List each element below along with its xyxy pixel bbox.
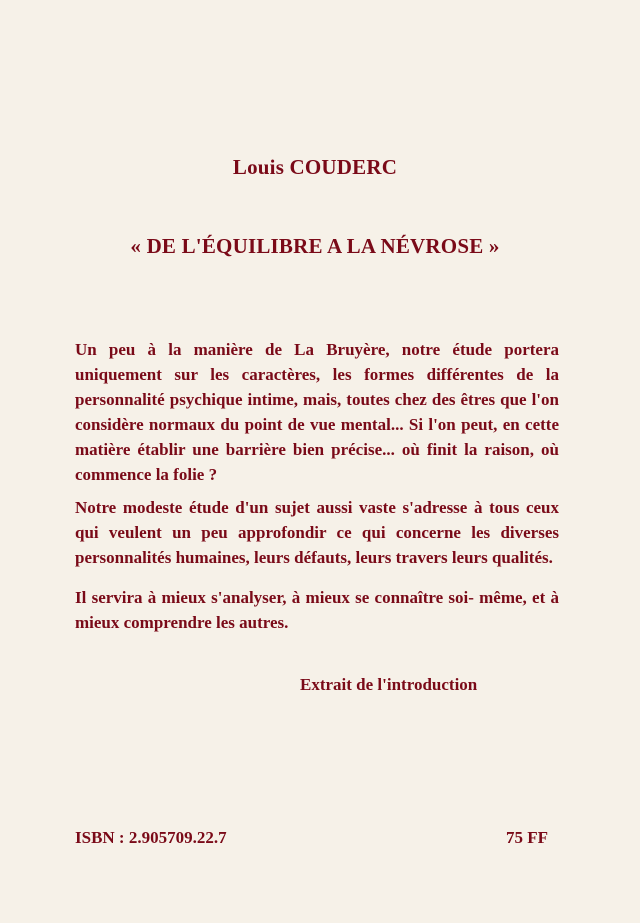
book-title: « DE L'ÉQUILIBRE A LA NÉVROSE » bbox=[130, 234, 500, 258]
intro-paragraph-1: Un peu à la manière de La Bruyère, notre étude portera uniquement sur les caractères, les formes différentes de la personnalité psychique intime, mais, toutes chez des êtres que l'on considère normaux du point de vue mental... Si l'on peut, en cette matière établir une barrière bien précise... où finit la raison, où commence la folie ? bbox=[75, 340, 559, 484]
intro-paragraph-2: Notre modeste étude d'un sujet aussi vaste s'adresse à tous ceux qui veulent un peu approfondir ce qui concerne les diverses personnalités humaines, leurs défauts, leurs travers leurs qualités. bbox=[75, 498, 559, 567]
intro-paragraph-3: Il servira à mieux s'analyser, à mieux se connaître soi- même, et à mieux comprendre les autres. bbox=[75, 588, 559, 632]
author-name: Louis COUDERC bbox=[232, 155, 398, 179]
isbn-number: ISBN : 2.905709.22.7 bbox=[75, 828, 227, 847]
price-label: 75 FF bbox=[506, 828, 549, 847]
excerpt-attribution: Extrait de l'introduction bbox=[300, 675, 478, 694]
